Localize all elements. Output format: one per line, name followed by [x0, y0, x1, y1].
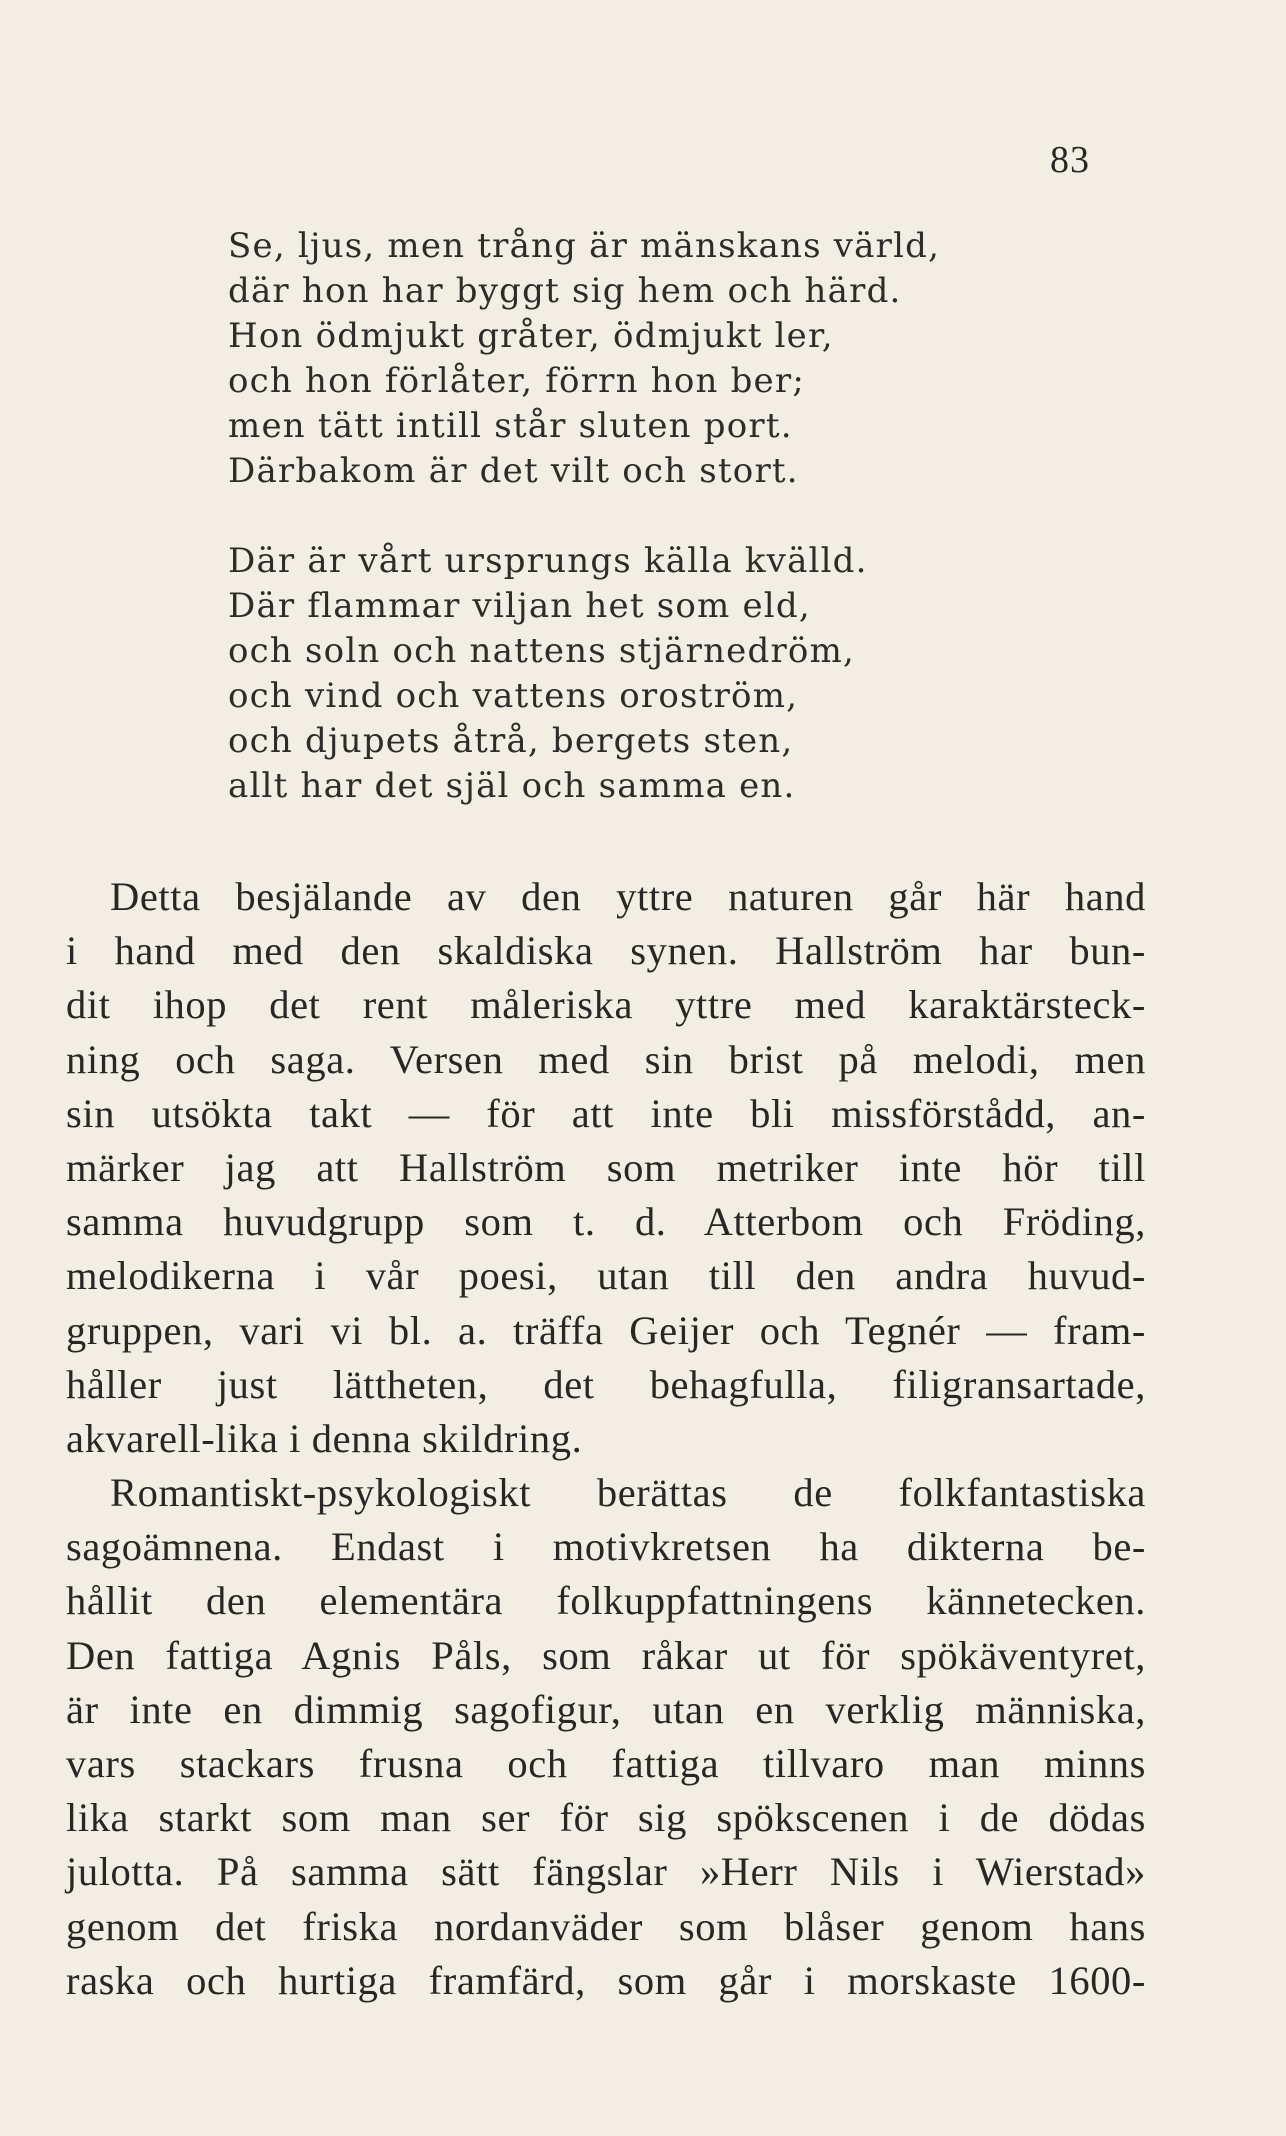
text-line: lika starkt som man ser för sig spökscenen i de dödas — [66, 1795, 1146, 1841]
text-line: melodikerna i vår poesi, utan till den andra huvud- — [66, 1253, 1146, 1299]
text-line: sagoämnena. Endast i motivkretsen ha dikterna be- — [66, 1524, 1146, 1570]
text-line: hållit den elementära folkuppfattningens kännetecken. — [66, 1578, 1146, 1624]
text-line: är inte en dimmig sagofigur, utan en verklig människa, — [66, 1686, 1146, 1732]
text-line: gruppen, vari vi bl. a. träffa Geijer och Tegnér — fram- — [66, 1307, 1146, 1353]
poem-line: och soln och nattens stjärnedröm, — [228, 631, 856, 671]
text-line: Den fattiga Agnis Påls, som råkar ut för spökäventyret, — [66, 1632, 1146, 1678]
poem — [228, 224, 1128, 809]
text-line: samma huvudgrupp som t. d. Atterbom och Fröding, — [66, 1199, 1146, 1245]
poem-line: och hon förlåter, förrn hon ber; — [228, 361, 805, 401]
poem-line: allt har det själ och samma en. — [228, 766, 796, 806]
paragraph-1 — [66, 870, 1146, 1466]
poem-line: Se, ljus, men trång är mänskans värld, — [228, 226, 941, 266]
text-line: vars stackars frusna och fattiga tillvaro man minns — [66, 1741, 1146, 1786]
text-line: ning och saga. Versen med sin brist på melodi, men — [66, 1036, 1146, 1082]
poem-stanza-1 — [228, 224, 1128, 494]
text-line: Detta besjälande av den yttre naturen går här hand — [110, 874, 1146, 919]
text-line: håller just lättheten, det behagfulla, filigransartade, — [66, 1361, 1146, 1407]
poem-line: och djupets åtrå, bergets sten, — [228, 721, 794, 761]
text-line: märker jag att Hallström som metriker inte hör till — [66, 1144, 1146, 1190]
text-line: sin utsökta takt — för att inte bli missförstådd, an- — [66, 1090, 1146, 1136]
poem-stanza-2 — [228, 539, 1128, 809]
text-line: i hand med den skaldiska synen. Hallström har bun- — [66, 928, 1146, 974]
poem-line: där hon har byggt sig hem och härd. — [228, 271, 902, 311]
text-line: raska och hurtiga framfärd, som går i morskaste 1600- — [66, 1957, 1146, 2003]
text-line: dit ihop det rent måleriska yttre med karaktärsteck- — [66, 982, 1146, 1028]
poem-line: Därbakom är det vilt och stort. — [228, 451, 799, 491]
page-number: 83 — [1050, 139, 1090, 181]
paragraph-2 — [66, 1466, 1146, 2008]
poem-line: Hon ödmjukt gråter, ödmjukt ler, — [228, 316, 834, 356]
poem-line: Där är vårt ursprungs källa kvälld. — [228, 541, 868, 581]
text-line: Romantiskt-psykologiskt berättas de folkfantastiska — [110, 1470, 1146, 1516]
text-line: julotta. På samma sätt fängslar »Herr Nils i Wierstad» — [66, 1849, 1146, 1895]
text-line: genom det friska nordanväder som blåser genom hans — [66, 1903, 1146, 1949]
body-text — [66, 870, 1146, 2008]
text-line: akvarell-lika i denna skildring. — [66, 1415, 583, 1461]
poem-line: Där flammar viljan het som eld, — [228, 586, 811, 626]
poem-line: men tätt intill står sluten port. — [228, 406, 793, 446]
poem-line: och vind och vattens oroström, — [228, 676, 799, 716]
